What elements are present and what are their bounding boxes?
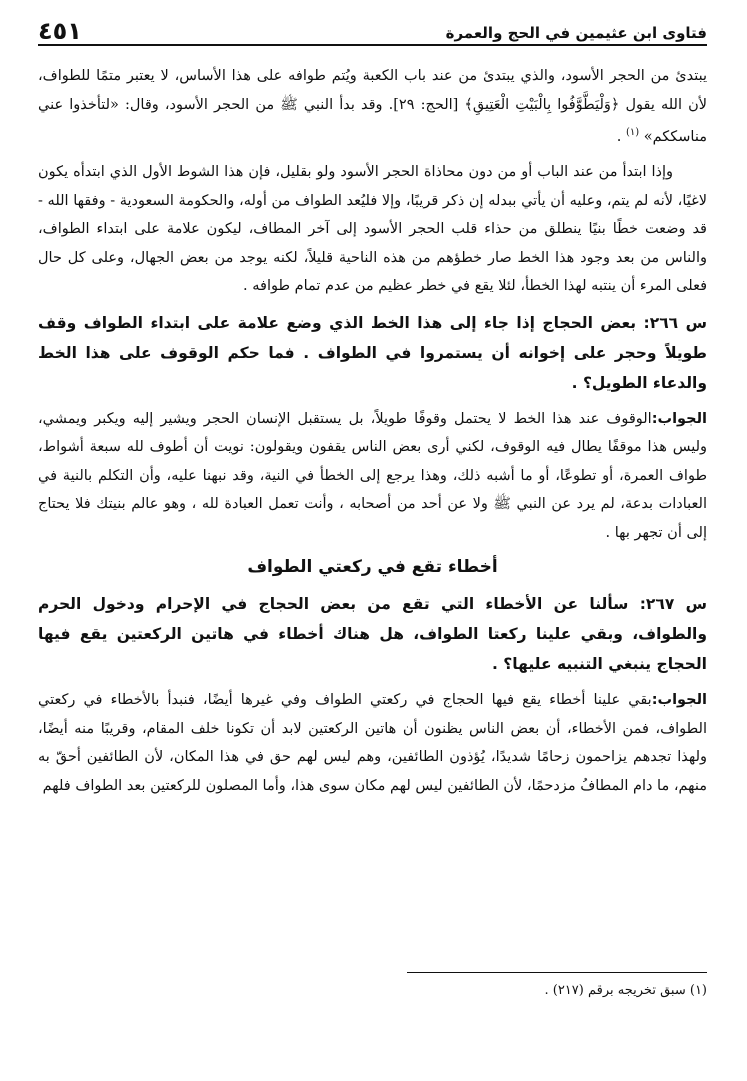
page-header [38, 14, 707, 46]
footnote-divider [407, 972, 707, 973]
answer-label: الجواب: [651, 410, 707, 427]
answer-text: الوقوف عند هذا الخط لا يحتمل وقوفًا طويلاً، بل يستقبل الإنسان الحجر ويشير إليه ويكبر ويمشي، وليس هذا موقفًا يطال فيه الوقوف، لكني أرى بعض الناس يقفون ويقولون: نويت أن أطوف لله سبعة أشواط، طواف العمرة، أو تطوعًا، أو ما أشبه ذلك، وهذا يرجع إلى الخطأ في النية، وقد نبهنا عليه، وأن التكلم بالنية في العبادات بدعة، لم يرد عن النبي ﷺ ولا عن أحد من أصحابه ، وأنت تعمل العبادة لله ، وهو عالم بنيتك فلا يحتاج إلى أن تجهر بها . [38, 410, 707, 541]
paragraph: وإذا ابتدأ من عند الباب أو من دون محاذاة الحجر الأسود ولو بقليل، فإن هذا الشوط الأول الذي ابتدأه يكون لاغيًا، لأنه لم يتم، وعليه أن يأتي ببدله إن ذكر قريبًا، وإلا فليُعد الطواف من أوله، والحكومة السعودية - وفقها الله - قد وضعت خطًا بنيًا ينطلق من حذاء قلب الحجر الأسود إلى آخر المطاف، ليكون علامة على ابتداء الطواف، والناس من بعد وجود هذا الخط صار خطؤهم من هذه الناحية قليلاً، لكنه يوجد من بعض الجهال، وعلى كل حال فعلى المرء أن ينتبه لهذا الخطأ، لئلا يقع في خطر عظيم من عدم تمام طوافه . [38, 164, 707, 295]
answer-label: الجواب: [651, 692, 707, 709]
footnote: (١) سبق تخريجه برقم (٢١٧) . [544, 983, 707, 998]
paragraph-text: يبتدئ من الحجر الأسود، والذي يبتدئ من عند باب الكعبة ويُتم طوافه على هذا الأساس، لا يعتبر متمًا للطواف، لأن الله يقول ﴿وَلْيَطَّوَّفُوا بِالْبَيْتِ الْعَتِيقِ﴾ [الحج: ٢٩]. وقد بدأ النبي ﷺ من الحجر الأسود، وقال: «لتأخذوا عني مناسككم» [38, 68, 707, 145]
answer-267 [38, 686, 707, 800]
paragraph-end: . [616, 128, 622, 145]
answer-text: بقي علينا أخطاء يقع فيها الحجاج في ركعتي الطواف وفي غيرها أيضًا، فنبدأ بالأخطاء في ركعتي الطواف، فمن الأخطاء، أن بعض الناس يظنون أن هاتين الركعتين لابد أن تكونا خلف المقام، وقريبًا منه أيضًا، ولهذا تجدهم يزاحمون زحامًا شديدًا، يُؤذون الطائفين، وهم ليس لهم حق في هذا المكان، لأن الطائفين أحقّ به منهم، ما دام المطافُ مزدحمًا، لأن الطائفين ليس لهم مكان سوى هذا، وأما المصلون للركعتين بعد الطواف فلهم [38, 692, 707, 794]
running-title: فتاوى ابن عثيمين في الحج والعمرة [445, 24, 707, 42]
page-body [38, 62, 707, 800]
answer-266 [38, 405, 707, 548]
question-266: س ٢٦٦: بعض الحجاج إذا جاء إلى هذا الخط الذي وضع علامة على ابتداء الطواف وقف طويلاً وحجر على إخوانه أن يستمروا في الطواف . فما حكم الوقوف على هذا الخط والدعاء الطويل؟ . [38, 313, 707, 392]
paragraph [38, 62, 707, 151]
page-number: ٤٥١ [38, 17, 82, 45]
footnote-ref: (١) [625, 127, 640, 138]
question-267: س ٢٦٧: سألنا عن الأخطاء التي تقع من بعض الحجاج في الإحرام ودخول الحرم والطواف، وبقي علينا ركعتا الطواف، هل هناك أخطاء في هاتين الركعتين يقع فيها الحجاج ينبغي التنبيه عليها؟ . [38, 595, 707, 674]
section-title: أخطاء تقع في ركعتي الطواف [247, 557, 498, 578]
